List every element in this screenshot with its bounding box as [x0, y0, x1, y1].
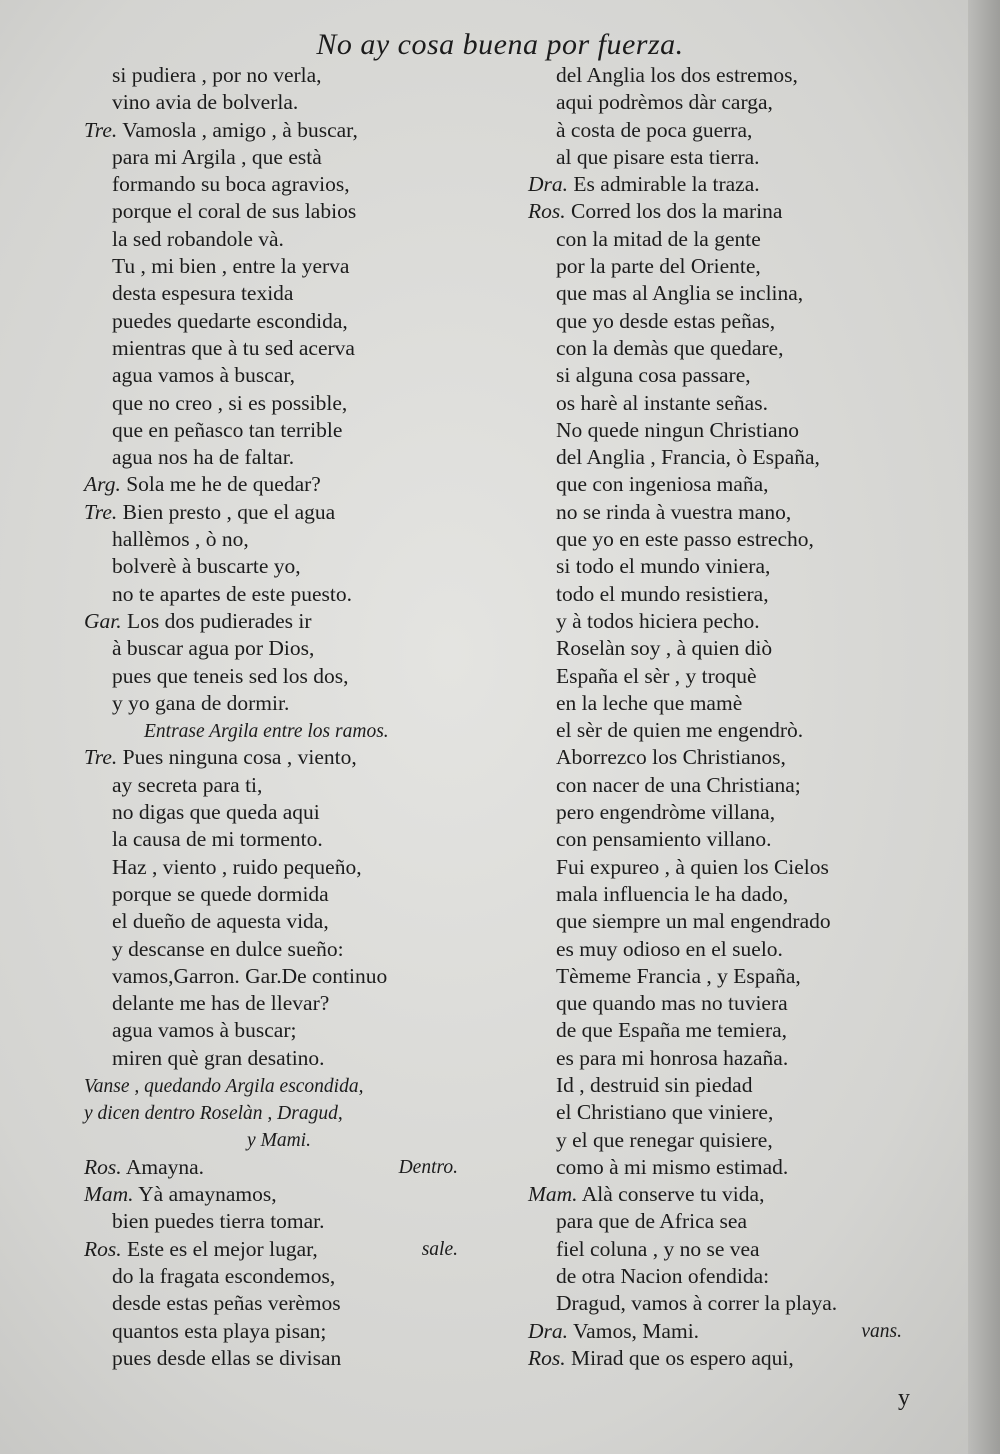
verse-text: es para mi honrosa hazaña. [556, 1045, 789, 1070]
verse-line [528, 990, 918, 1017]
verse-line [84, 1345, 474, 1372]
verse-line [528, 1345, 918, 1372]
verse-text: el dueño de aquesta vida, [112, 909, 329, 934]
verse-line [528, 198, 918, 225]
verse-line [528, 635, 918, 662]
verse-text: que con ingeniosa maña, [556, 472, 769, 497]
verse-line [84, 144, 474, 171]
verse-line [84, 499, 474, 526]
verse-text: agua vamos à buscar; [112, 1018, 297, 1043]
verse-line [528, 226, 918, 253]
verse-text: que mas al Anglia se inclina, [556, 281, 804, 306]
verse-line [84, 1154, 474, 1181]
verse-line [528, 444, 918, 471]
verse-text: pero engendròme villana, [556, 800, 776, 825]
verse-line [528, 335, 918, 362]
verse-line [84, 635, 474, 662]
verse-line [528, 1181, 918, 1208]
verse-text: y à todos hiciera pecho. [556, 608, 760, 633]
stage-aside: Dentro. [398, 1156, 458, 1178]
verse-text: con la demàs que quedare, [556, 335, 784, 360]
verse-text: Es admirable la traza. [573, 172, 760, 197]
verse-line [528, 663, 918, 690]
verse-text: que siempre un mal engendrado [556, 909, 831, 934]
verse-line [528, 280, 918, 307]
verse-text: no se rinda à vuestra mano, [556, 499, 792, 524]
verse-line [528, 936, 918, 963]
verse-line [528, 471, 918, 498]
speaker-label: Mam. [528, 1182, 578, 1207]
verse-line [84, 881, 474, 908]
verse-text: con la mitad de la gente [556, 226, 761, 251]
verse-line [84, 799, 474, 826]
verse-text: Fui expureo , à quien los Cielos [556, 854, 829, 879]
verse-text: desta espesura texida [112, 281, 294, 306]
speaker-label: Arg. [84, 472, 121, 497]
verse-text: Sola me he de quedar? [126, 472, 321, 497]
verse-text: Bien presto , que el agua [122, 499, 336, 524]
verse-text: Tu , mi bien , entre la yerva [112, 254, 350, 279]
verse-text: Este es el mejor lugar, [127, 1236, 318, 1261]
verse-line [84, 908, 474, 935]
verse-text: que no creo , si es possible, [112, 390, 348, 415]
verse-text: España el sèr , y troquè [556, 663, 757, 688]
left-column [84, 62, 474, 1372]
verse-text: del Anglia , Francia, ò España, [556, 445, 820, 470]
verse-line [84, 444, 474, 471]
verse-line [84, 1290, 474, 1317]
verse-line [84, 553, 474, 580]
verse-text: y yo gana de dormir. [112, 690, 290, 715]
verse-line [528, 362, 918, 389]
verse-line [528, 690, 918, 717]
verse-line [84, 1072, 474, 1099]
speaker-label: Ros. [528, 199, 566, 224]
verse-line [84, 1017, 474, 1044]
verse-text: Haz , viento , ruido pequeño, [112, 854, 362, 879]
verse-text: hallèmos , ò no, [112, 527, 249, 552]
verse-text: Aborrezco los Christianos, [556, 745, 786, 770]
verse-line [84, 526, 474, 553]
verse-line [84, 1236, 474, 1263]
verse-line [84, 772, 474, 799]
speaker-label: Mam. [84, 1182, 134, 1207]
verse-text: Roselàn soy , à quien diò [556, 636, 773, 661]
verse-line [84, 362, 474, 389]
stage-aside: sale. [421, 1238, 458, 1260]
verse-line [84, 663, 474, 690]
verse-text: agua vamos à buscar, [112, 363, 296, 388]
verse-text: pues que teneis sed los dos, [112, 663, 349, 688]
right-column [528, 62, 918, 1372]
verse-line [84, 62, 474, 89]
verse-text: do la fragata escondemos, [112, 1264, 336, 1289]
verse-text: à buscar agua por Dios, [112, 636, 315, 661]
verse-line [528, 1318, 918, 1345]
verse-text: Mirad que os espero aqui, [571, 1345, 794, 1370]
verse-line [528, 526, 918, 553]
verse-text: que quando mas no tuviera [556, 991, 788, 1016]
speaker-label: Ros. [84, 1236, 122, 1261]
verse-text: Vanse , quedando Argila escondida, [84, 1075, 364, 1097]
verse-line [528, 390, 918, 417]
verse-line [528, 417, 918, 444]
verse-text: todo el mundo resistiera, [556, 581, 769, 606]
verse-text: puedes quedarte escondida, [112, 308, 348, 333]
verse-line [84, 471, 474, 498]
verse-line [528, 1099, 918, 1126]
verse-text: no digas que queda aqui [112, 800, 320, 825]
verse-line [84, 936, 474, 963]
verse-line [528, 826, 918, 853]
verse-text: y descanse en dulce sueño: [112, 936, 344, 961]
verse-line [84, 1318, 474, 1345]
verse-line [528, 1127, 918, 1154]
speaker-label: Tre. [84, 745, 118, 770]
verse-text: Amayna. [125, 1154, 205, 1179]
verse-line [528, 1290, 918, 1317]
verse-text: de que España me temiera, [556, 1018, 788, 1043]
verse-text: por la parte del Oriente, [556, 254, 761, 279]
verse-text: Entrase Argila entre los ramos. [144, 721, 389, 743]
verse-line [84, 717, 474, 744]
verse-text: Dragud, vamos à correr la playa. [556, 1291, 838, 1316]
verse-text: la causa de mi tormento. [112, 827, 323, 852]
verse-text: en la leche que mamè [556, 690, 743, 715]
verse-text: Alà conserve tu vida, [581, 1182, 765, 1207]
verse-line [84, 744, 474, 771]
verse-line [84, 308, 474, 335]
verse-line [84, 581, 474, 608]
verse-line [84, 117, 474, 144]
verse-text: el Christiano que viniere, [556, 1100, 774, 1125]
verse-line [84, 171, 474, 198]
verse-line [528, 308, 918, 335]
verse-line [528, 799, 918, 826]
verse-line [84, 280, 474, 307]
verse-line [528, 581, 918, 608]
verse-line [528, 553, 918, 580]
verse-text: la sed robandole và. [112, 226, 284, 251]
verse-line [84, 89, 474, 116]
verse-line [528, 744, 918, 771]
verse-line [528, 717, 918, 744]
stage-aside: vans. [861, 1320, 902, 1342]
verse-text: el sèr de quien me engendrò. [556, 718, 804, 743]
verse-text: al que pisare esta tierra. [556, 144, 760, 169]
speaker-label: Gar. [84, 608, 122, 633]
verse-text: formando su boca agravios, [112, 172, 350, 197]
verse-line [84, 226, 474, 253]
verse-text: quantos esta playa pisan; [112, 1318, 327, 1343]
speaker-label: Ros. [528, 1345, 566, 1370]
verse-line [528, 499, 918, 526]
verse-line [528, 881, 918, 908]
verse-text: Vamosla , amigo , à buscar, [122, 117, 358, 142]
verse-text: porque se quede dormida [112, 881, 329, 906]
running-header: No ay cosa buena por fuerza. [316, 28, 684, 61]
verse-text: si todo el mundo viniera, [556, 554, 771, 579]
verse-line [528, 1045, 918, 1072]
verse-line [528, 963, 918, 990]
verse-line [84, 390, 474, 417]
verse-line [528, 854, 918, 881]
verse-line [528, 1208, 918, 1235]
verse-text: es muy odioso en el suelo. [556, 936, 783, 961]
speaker-label: Dra. [528, 1318, 569, 1343]
verse-text: con pensamiento villano. [556, 827, 772, 852]
verse-text: Tèmeme Francia , y España, [556, 963, 801, 988]
verse-text: ay secreta para ti, [112, 772, 263, 797]
verse-text: con nacer de una Christiana; [556, 772, 801, 797]
verse-line [528, 144, 918, 171]
verse-text: bolverè à buscarte yo, [112, 554, 301, 579]
verse-text: si pudiera , por no verla, [112, 63, 322, 87]
verse-text: y el que renegar quisiere, [556, 1127, 773, 1152]
verse-text: Los dos pudierades ir [127, 608, 312, 633]
verse-text: que yo en este passo estrecho, [556, 527, 814, 552]
verse-line [528, 1154, 918, 1181]
verse-text: del Anglia los dos estremos, [556, 63, 798, 87]
verse-text: à costa de poca guerra, [556, 117, 753, 142]
verse-line [528, 772, 918, 799]
verse-line [528, 608, 918, 635]
verse-text: os harè al instante señas. [556, 390, 768, 415]
verse-line [84, 690, 474, 717]
verse-line [84, 854, 474, 881]
verse-text: mientras que à tu sed acerva [112, 335, 355, 360]
verse-text: y Mami. [247, 1129, 311, 1151]
verse-text: si alguna cosa passare, [556, 363, 751, 388]
verse-text: fiel coluna , y no se vea [556, 1236, 760, 1261]
verse-text: pues desde ellas se divisan [112, 1345, 342, 1370]
page-gutter-shadow [968, 0, 1000, 1454]
verse-line [84, 1181, 474, 1208]
speaker-label: Ros. [84, 1154, 122, 1179]
verse-text: y dicen dentro Roselàn , Dragud, [84, 1103, 343, 1125]
verse-text: para que de Africa sea [556, 1209, 748, 1234]
verse-text: que yo desde estas peñas, [556, 308, 776, 333]
verse-line [528, 253, 918, 280]
verse-line [528, 62, 918, 89]
verse-line [528, 171, 918, 198]
verse-line [84, 1127, 474, 1154]
verse-line [84, 1045, 474, 1072]
verse-line [84, 826, 474, 853]
verse-text: no te apartes de este puesto. [112, 581, 352, 606]
verse-line [84, 1099, 474, 1126]
verse-line [84, 963, 474, 990]
verse-text: No quede ningun Christiano [556, 417, 800, 442]
verse-line [84, 253, 474, 280]
verse-text: que en peñasco tan terrible [112, 417, 343, 442]
verse-line [528, 1072, 918, 1099]
verse-text: bien puedes tierra tomar. [112, 1209, 325, 1234]
verse-text: de otra Nacion ofendida: [556, 1264, 770, 1289]
verse-line [84, 1208, 474, 1235]
verse-line [528, 117, 918, 144]
verse-line [84, 990, 474, 1017]
verse-line [528, 1263, 918, 1290]
speaker-label: Dra. [528, 172, 569, 197]
verse-line [528, 908, 918, 935]
verse-line [84, 1263, 474, 1290]
speaker-label: Tre. [84, 117, 118, 142]
verse-text: agua nos ha de faltar. [112, 445, 295, 470]
verse-line [528, 1236, 918, 1263]
verse-text: delante me has de llevar? [112, 991, 330, 1016]
verse-text: como à mi mismo estimad. [556, 1154, 789, 1179]
verse-line [528, 89, 918, 116]
verse-text: mala influencia le ha dado, [556, 881, 789, 906]
catchword: y [898, 1385, 910, 1411]
verse-line [84, 417, 474, 444]
verse-text: Vamos, Mami. [573, 1318, 700, 1343]
verse-line [84, 608, 474, 635]
verse-text: miren què gran desatino. [112, 1045, 325, 1070]
verse-text: para mi Argila , que està [112, 144, 322, 169]
verse-text: Yà amaynamos, [138, 1182, 277, 1207]
verse-text: aqui podrèmos dàr carga, [556, 90, 773, 115]
verse-line [84, 198, 474, 225]
verse-text: porque el coral de sus labios [112, 199, 357, 224]
verse-line [84, 335, 474, 362]
verse-text: vamos,Garron. Gar.De continuo [112, 963, 388, 988]
verse-text: Corred los dos la marina [571, 199, 783, 224]
verse-line [528, 1017, 918, 1044]
verse-text: desde estas peñas verèmos [112, 1291, 341, 1316]
verse-text: vino avia de bolverla. [112, 90, 299, 115]
speaker-label: Tre. [84, 499, 118, 524]
verse-text: Id , destruid sin piedad [556, 1072, 753, 1097]
verse-text: Pues ninguna cosa , viento, [122, 745, 357, 770]
